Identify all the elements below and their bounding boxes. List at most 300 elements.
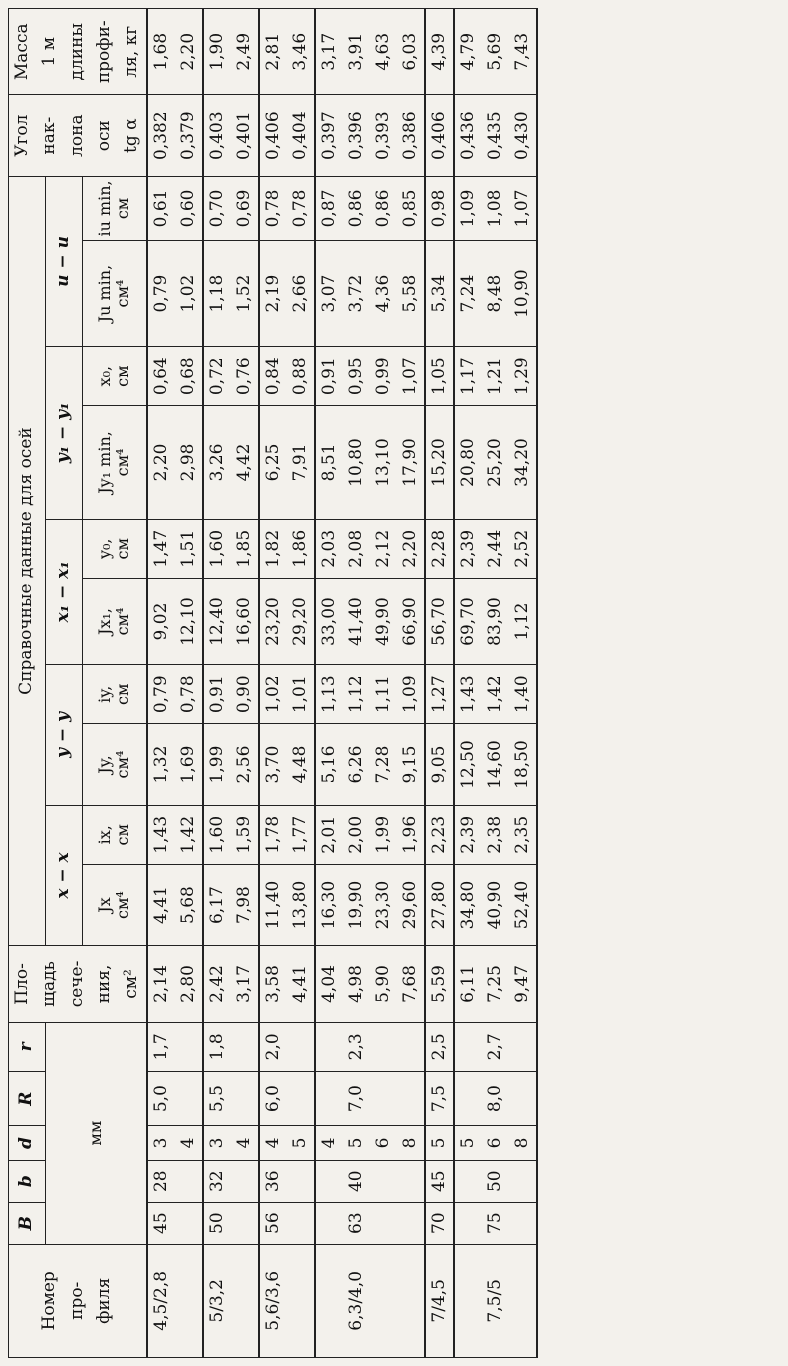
table-row xyxy=(343,9,370,1358)
R-value xyxy=(315,1072,343,1126)
mass-value: 5,69 xyxy=(482,9,509,95)
b-value: 45 xyxy=(425,1160,454,1202)
B-value: 45 xyxy=(147,1202,175,1244)
Jx1-value: 33,00 xyxy=(315,578,343,664)
profile-table xyxy=(8,8,538,1358)
Jy-value: 9,05 xyxy=(425,724,454,805)
d-value: 3 xyxy=(203,1126,231,1161)
Jy-value: 3,70 xyxy=(259,724,287,805)
Jy-value: 4,48 xyxy=(287,724,315,805)
header-iy: iy, см xyxy=(83,665,147,724)
tg-value: 0,403 xyxy=(203,95,231,176)
Jx-value: 4,41 xyxy=(147,864,175,945)
area-value: 6,11 xyxy=(454,946,482,1022)
Jy1-value: 25,20 xyxy=(482,406,509,519)
b-value xyxy=(315,1160,343,1202)
mass-value: 3,91 xyxy=(343,9,370,95)
Ju-value: 10,90 xyxy=(509,241,537,347)
r-value xyxy=(370,1022,397,1071)
ix-value: 1,42 xyxy=(175,805,203,864)
Jy-value: 9,15 xyxy=(397,724,425,805)
table-body xyxy=(147,9,537,1358)
Ju-value: 2,66 xyxy=(287,241,315,347)
B-value: 75 xyxy=(482,1202,509,1244)
mass-value: 7,43 xyxy=(509,9,537,95)
Jy-value: 12,50 xyxy=(454,724,482,805)
header-axis-xx: x − x xyxy=(46,805,83,946)
Jx1-value: 9,02 xyxy=(147,578,175,664)
ix-value: 2,01 xyxy=(315,805,343,864)
B-value xyxy=(315,1202,343,1244)
table-row xyxy=(454,9,482,1358)
iu-value: 0,61 xyxy=(147,176,175,240)
B-value xyxy=(454,1202,482,1244)
b-value xyxy=(175,1160,203,1202)
profile-number xyxy=(231,1244,259,1357)
B-value xyxy=(231,1202,259,1244)
iy-value: 1,42 xyxy=(482,665,509,724)
r-value: 2,7 xyxy=(482,1022,509,1071)
area-value: 3,58 xyxy=(259,946,287,1022)
iu-value: 0,69 xyxy=(231,176,259,240)
y0-value: 2,03 xyxy=(315,519,343,578)
Jx1-value: 12,40 xyxy=(203,578,231,664)
Jy-value: 18,50 xyxy=(509,724,537,805)
tg-value: 0,436 xyxy=(454,95,482,176)
Jy-value: 6,26 xyxy=(343,724,370,805)
d-value: 5 xyxy=(287,1126,315,1161)
area-value: 5,59 xyxy=(425,946,454,1022)
table-row xyxy=(425,9,454,1358)
iy-value: 1,12 xyxy=(343,665,370,724)
Jy-value: 1,32 xyxy=(147,724,175,805)
Jy1-value: 8,51 xyxy=(315,406,343,519)
area-value: 3,17 xyxy=(231,946,259,1022)
area-value: 7,68 xyxy=(397,946,425,1022)
y0-value: 2,28 xyxy=(425,519,454,578)
mass-value: 3,17 xyxy=(315,9,343,95)
R-value: 5,5 xyxy=(203,1072,231,1126)
table-row xyxy=(509,9,537,1358)
B-value xyxy=(509,1202,537,1244)
tg-value: 0,393 xyxy=(370,95,397,176)
mass-value: 4,39 xyxy=(425,9,454,95)
Ju-value: 3,07 xyxy=(315,241,343,347)
table-row xyxy=(370,9,397,1358)
header-mass: Масса 1 м длины профи- ля, кг xyxy=(9,9,147,95)
table-header xyxy=(9,9,147,1358)
mass-value: 2,81 xyxy=(259,9,287,95)
Jx-value: 5,68 xyxy=(175,864,203,945)
ix-value: 1,78 xyxy=(259,805,287,864)
table-row xyxy=(203,9,231,1358)
Jy1-value: 7,91 xyxy=(287,406,315,519)
Jx-value: 13,80 xyxy=(287,864,315,945)
Jy-value: 1,69 xyxy=(175,724,203,805)
mass-value: 6,03 xyxy=(397,9,425,95)
R-value xyxy=(454,1072,482,1126)
header-nomer: Номер про- филя xyxy=(9,1244,147,1357)
profile-number xyxy=(315,1244,343,1357)
header-iu: iu min, см xyxy=(83,176,147,240)
table-row xyxy=(147,9,175,1358)
x0-value: 0,84 xyxy=(259,347,287,406)
profile-number: 6,3/4,0 xyxy=(343,1244,370,1357)
Jx-value: 40,90 xyxy=(482,864,509,945)
header-B: B xyxy=(9,1202,46,1244)
header-area: Пло- щадь сече- ния, см² xyxy=(9,946,147,1022)
y0-value: 2,44 xyxy=(482,519,509,578)
b-value: 40 xyxy=(343,1160,370,1202)
Jy-value: 2,56 xyxy=(231,724,259,805)
iy-value: 1,27 xyxy=(425,665,454,724)
iu-value: 0,60 xyxy=(175,176,203,240)
Jy1-value: 13,10 xyxy=(370,406,397,519)
profile-number: 4,5/2,8 xyxy=(147,1244,175,1357)
d-value: 5 xyxy=(343,1126,370,1161)
d-value: 3 xyxy=(147,1126,175,1161)
b-value: 50 xyxy=(482,1160,509,1202)
b-value: 36 xyxy=(259,1160,287,1202)
B-value xyxy=(175,1202,203,1244)
Jx-value: 27,80 xyxy=(425,864,454,945)
B-value xyxy=(287,1202,315,1244)
tg-value: 0,404 xyxy=(287,95,315,176)
mass-value: 2,49 xyxy=(231,9,259,95)
x0-value: 1,05 xyxy=(425,347,454,406)
y0-value: 2,08 xyxy=(343,519,370,578)
Ju-value: 5,58 xyxy=(397,241,425,347)
header-y0: y₀, см xyxy=(83,519,147,578)
table-row xyxy=(397,9,425,1358)
ix-value: 2,35 xyxy=(509,805,537,864)
mass-value: 4,79 xyxy=(454,9,482,95)
tg-value: 0,396 xyxy=(343,95,370,176)
r-value: 1,7 xyxy=(147,1022,175,1071)
mass-value: 1,68 xyxy=(147,9,175,95)
x0-value: 0,91 xyxy=(315,347,343,406)
y0-value: 1,47 xyxy=(147,519,175,578)
profile-number xyxy=(454,1244,482,1357)
R-value: 6,0 xyxy=(259,1072,287,1126)
Ju-value: 4,36 xyxy=(370,241,397,347)
header-Jx1: Jx₁, см⁴ xyxy=(83,578,147,664)
Jy-value: 5,16 xyxy=(315,724,343,805)
b-value xyxy=(397,1160,425,1202)
B-value: 63 xyxy=(343,1202,370,1244)
profile-number: 5,6/3,6 xyxy=(259,1244,287,1357)
tg-value: 0,382 xyxy=(147,95,175,176)
d-value: 6 xyxy=(482,1126,509,1161)
ix-value: 1,96 xyxy=(397,805,425,864)
b-value: 32 xyxy=(203,1160,231,1202)
d-value: 5 xyxy=(454,1126,482,1161)
Jx1-value: 1,12 xyxy=(509,578,537,664)
R-value xyxy=(231,1072,259,1126)
x0-value: 0,68 xyxy=(175,347,203,406)
Ju-value: 8,48 xyxy=(482,241,509,347)
iy-value: 1,40 xyxy=(509,665,537,724)
iy-value: 0,91 xyxy=(203,665,231,724)
Jx-value: 23,30 xyxy=(370,864,397,945)
ix-value: 1,77 xyxy=(287,805,315,864)
d-value: 8 xyxy=(397,1126,425,1161)
x0-value: 0,95 xyxy=(343,347,370,406)
Jy1-value: 20,80 xyxy=(454,406,482,519)
profile-number xyxy=(397,1244,425,1357)
iy-value: 1,02 xyxy=(259,665,287,724)
Jx-value: 34,80 xyxy=(454,864,482,945)
area-value: 7,25 xyxy=(482,946,509,1022)
x0-value: 1,07 xyxy=(397,347,425,406)
iy-value: 1,43 xyxy=(454,665,482,724)
profile-number xyxy=(370,1244,397,1357)
Jx1-value: 41,40 xyxy=(343,578,370,664)
d-value: 4 xyxy=(259,1126,287,1161)
x0-value: 1,17 xyxy=(454,347,482,406)
Ju-value: 0,79 xyxy=(147,241,175,347)
R-value: 7,0 xyxy=(343,1072,370,1126)
d-value: 6 xyxy=(370,1126,397,1161)
Jy1-value: 6,25 xyxy=(259,406,287,519)
Jy-value: 1,99 xyxy=(203,724,231,805)
Jx1-value: 29,20 xyxy=(287,578,315,664)
d-value: 4 xyxy=(175,1126,203,1161)
Jx-value: 16,30 xyxy=(315,864,343,945)
B-value xyxy=(370,1202,397,1244)
ix-value: 2,00 xyxy=(343,805,370,864)
tg-value: 0,386 xyxy=(397,95,425,176)
iy-value: 0,78 xyxy=(175,665,203,724)
Jy1-value: 34,20 xyxy=(509,406,537,519)
profile-number xyxy=(287,1244,315,1357)
header-ref-title: Справочные данные для осей xyxy=(9,176,46,945)
Jy1-value: 2,20 xyxy=(147,406,175,519)
b-value xyxy=(287,1160,315,1202)
profile-number xyxy=(175,1244,203,1357)
mass-value: 3,46 xyxy=(287,9,315,95)
Jx-value: 7,98 xyxy=(231,864,259,945)
d-value: 4 xyxy=(315,1126,343,1161)
Jx1-value: 16,60 xyxy=(231,578,259,664)
header-b: b xyxy=(9,1160,46,1202)
area-value: 2,42 xyxy=(203,946,231,1022)
iy-value: 1,11 xyxy=(370,665,397,724)
iu-value: 0,85 xyxy=(397,176,425,240)
profile-number: 7/4,5 xyxy=(425,1244,454,1357)
Jx-value: 29,60 xyxy=(397,864,425,945)
mass-value: 2,20 xyxy=(175,9,203,95)
r-value xyxy=(231,1022,259,1071)
r-value: 2,5 xyxy=(425,1022,454,1071)
tg-value: 0,397 xyxy=(315,95,343,176)
R-value xyxy=(509,1072,537,1126)
iy-value: 0,90 xyxy=(231,665,259,724)
Ju-value: 7,24 xyxy=(454,241,482,347)
b-value xyxy=(370,1160,397,1202)
Jx1-value: 69,70 xyxy=(454,578,482,664)
y0-value: 1,82 xyxy=(259,519,287,578)
iu-value: 0,86 xyxy=(370,176,397,240)
ix-value: 2,38 xyxy=(482,805,509,864)
Jy-value: 14,60 xyxy=(482,724,509,805)
iu-value: 0,98 xyxy=(425,176,454,240)
iu-value: 0,78 xyxy=(287,176,315,240)
R-value: 5,0 xyxy=(147,1072,175,1126)
profile-number xyxy=(509,1244,537,1357)
d-value: 5 xyxy=(425,1126,454,1161)
r-value: 2,0 xyxy=(259,1022,287,1071)
iu-value: 0,78 xyxy=(259,176,287,240)
table-row xyxy=(259,9,287,1358)
tg-value: 0,379 xyxy=(175,95,203,176)
r-value xyxy=(509,1022,537,1071)
B-value xyxy=(397,1202,425,1244)
iu-value: 0,86 xyxy=(343,176,370,240)
header-tg: Угол нак- лона оси tg α xyxy=(9,95,147,176)
Jx-value: 11,40 xyxy=(259,864,287,945)
Ju-value: 1,18 xyxy=(203,241,231,347)
x0-value: 0,72 xyxy=(203,347,231,406)
header-axis-uu: u − u xyxy=(46,176,83,346)
ix-value: 1,99 xyxy=(370,805,397,864)
r-value: 2,3 xyxy=(343,1022,370,1071)
table-row xyxy=(315,9,343,1358)
y0-value: 1,85 xyxy=(231,519,259,578)
area-value: 2,80 xyxy=(175,946,203,1022)
Ju-value: 5,34 xyxy=(425,241,454,347)
table-row xyxy=(231,9,259,1358)
y0-value: 1,51 xyxy=(175,519,203,578)
R-value: 8,0 xyxy=(482,1072,509,1126)
Jx-value: 19,90 xyxy=(343,864,370,945)
iu-value: 1,07 xyxy=(509,176,537,240)
r-value xyxy=(287,1022,315,1071)
x0-value: 0,64 xyxy=(147,347,175,406)
ix-value: 2,23 xyxy=(425,805,454,864)
tg-value: 0,401 xyxy=(231,95,259,176)
r-value xyxy=(315,1022,343,1071)
y0-value: 2,12 xyxy=(370,519,397,578)
header-R: R xyxy=(9,1072,46,1126)
y0-value: 1,60 xyxy=(203,519,231,578)
header-mm: мм xyxy=(46,1022,147,1244)
b-value xyxy=(509,1160,537,1202)
x0-value: 1,29 xyxy=(509,347,537,406)
iy-value: 0,79 xyxy=(147,665,175,724)
iu-value: 1,09 xyxy=(454,176,482,240)
area-value: 5,90 xyxy=(370,946,397,1022)
Jx1-value: 66,90 xyxy=(397,578,425,664)
Ju-value: 2,19 xyxy=(259,241,287,347)
r-value xyxy=(175,1022,203,1071)
tg-value: 0,435 xyxy=(482,95,509,176)
table-row xyxy=(175,9,203,1358)
ix-value: 1,59 xyxy=(231,805,259,864)
Jy-value: 7,28 xyxy=(370,724,397,805)
B-value: 70 xyxy=(425,1202,454,1244)
area-value: 9,47 xyxy=(509,946,537,1022)
Ju-value: 1,02 xyxy=(175,241,203,347)
Jx1-value: 49,90 xyxy=(370,578,397,664)
area-value: 2,14 xyxy=(147,946,175,1022)
table-row xyxy=(287,9,315,1358)
header-axis-x1: x₁ − x₁ xyxy=(46,519,83,664)
x0-value: 0,99 xyxy=(370,347,397,406)
R-value xyxy=(175,1072,203,1126)
tg-value: 0,406 xyxy=(259,95,287,176)
iy-value: 1,01 xyxy=(287,665,315,724)
Jy1-value: 15,20 xyxy=(425,406,454,519)
table-row xyxy=(482,9,509,1358)
header-Jy: Jy, см⁴ xyxy=(83,724,147,805)
R-value xyxy=(397,1072,425,1126)
header-ix: ix, см xyxy=(83,805,147,864)
area-value: 4,04 xyxy=(315,946,343,1022)
b-value: 28 xyxy=(147,1160,175,1202)
x0-value: 0,88 xyxy=(287,347,315,406)
d-value: 8 xyxy=(509,1126,537,1161)
B-value: 50 xyxy=(203,1202,231,1244)
header-x0: x₀, см xyxy=(83,347,147,406)
R-value xyxy=(287,1072,315,1126)
ix-value: 1,60 xyxy=(203,805,231,864)
r-value xyxy=(454,1022,482,1071)
header-r: r xyxy=(9,1022,46,1071)
mass-value: 4,63 xyxy=(370,9,397,95)
Jy1-value: 3,26 xyxy=(203,406,231,519)
header-axis-yy: y − y xyxy=(46,665,83,806)
header-d: d xyxy=(9,1126,46,1161)
b-value xyxy=(454,1160,482,1202)
iy-value: 1,13 xyxy=(315,665,343,724)
x0-value: 1,21 xyxy=(482,347,509,406)
Jy1-value: 17,90 xyxy=(397,406,425,519)
mass-value: 1,90 xyxy=(203,9,231,95)
profile-number: 5/3,2 xyxy=(203,1244,231,1357)
Jx1-value: 56,70 xyxy=(425,578,454,664)
d-value: 4 xyxy=(231,1126,259,1161)
iu-value: 1,08 xyxy=(482,176,509,240)
Jy1-value: 2,98 xyxy=(175,406,203,519)
Jy1-value: 4,42 xyxy=(231,406,259,519)
Jx1-value: 23,20 xyxy=(259,578,287,664)
b-value xyxy=(231,1160,259,1202)
Ju-value: 3,72 xyxy=(343,241,370,347)
Jx1-value: 83,90 xyxy=(482,578,509,664)
header-Jy1: Jy₁ min, см⁴ xyxy=(83,406,147,519)
header-Jx: Jx см⁴ xyxy=(83,864,147,945)
r-value xyxy=(397,1022,425,1071)
iu-value: 0,87 xyxy=(315,176,343,240)
Jy1-value: 10,80 xyxy=(343,406,370,519)
area-value: 4,41 xyxy=(287,946,315,1022)
y0-value: 1,86 xyxy=(287,519,315,578)
y0-value: 2,20 xyxy=(397,519,425,578)
area-value: 4,98 xyxy=(343,946,370,1022)
header-axis-y1: y₁ − y₁ xyxy=(46,347,83,520)
Jx-value: 6,17 xyxy=(203,864,231,945)
ix-value: 2,39 xyxy=(454,805,482,864)
iy-value: 1,09 xyxy=(397,665,425,724)
R-value: 7,5 xyxy=(425,1072,454,1126)
tg-value: 0,406 xyxy=(425,95,454,176)
profile-number: 7,5/5 xyxy=(482,1244,509,1357)
y0-value: 2,52 xyxy=(509,519,537,578)
tg-value: 0,430 xyxy=(509,95,537,176)
R-value xyxy=(370,1072,397,1126)
Jx1-value: 12,10 xyxy=(175,578,203,664)
